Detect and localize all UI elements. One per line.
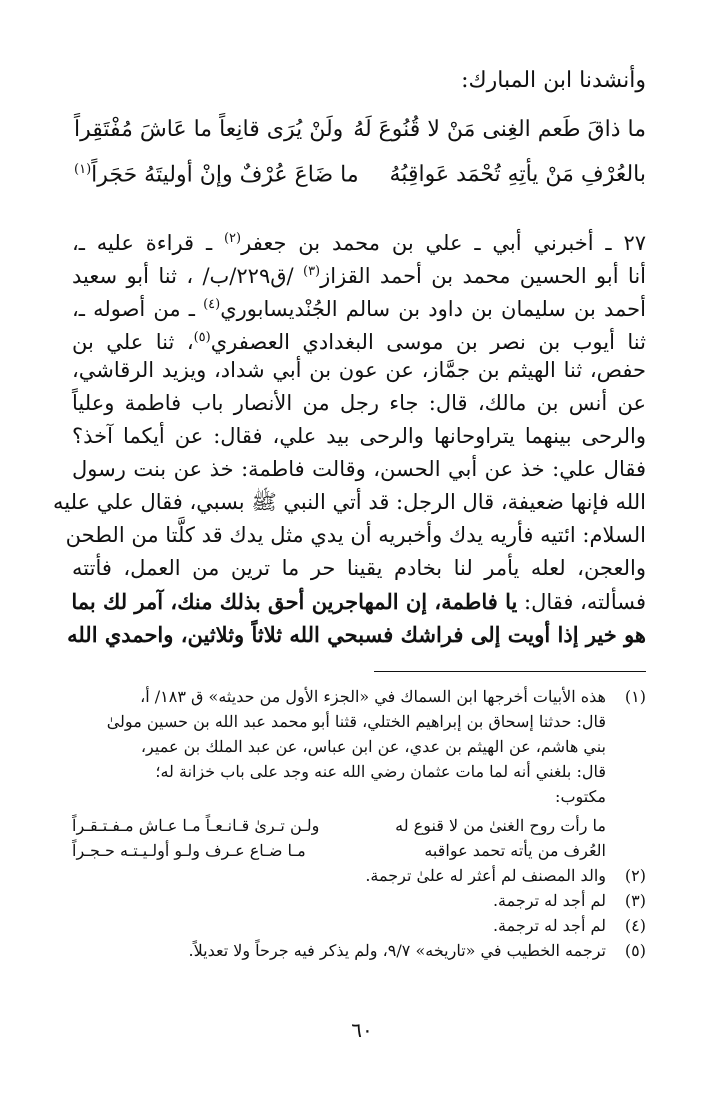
footnote-number: (٣) [624, 891, 646, 910]
footnote-number: (١) [624, 687, 646, 706]
footnote-1-line: قال: حدثنا إسحاق بن إبراهيم الختلي، قثنا أبو محمد عبد الله بن حسين مولىٰ [106, 712, 606, 731]
footnote-ref: (٢) [223, 231, 242, 246]
verse-2-first-hemistich: بالعُرْفِ مَنْ يأتِهِ تُحْمَد عَواقِبُهُ [389, 162, 646, 187]
text-segment: ثنا أيوب بن نصر بن موسى البغدادي العصفري [210, 330, 646, 354]
footnote-5-text: ترجمه الخطيب في «تاريخه» ٩/٧، ولم يذكر فيه جرحاً ولا تعديلاً. [188, 941, 606, 960]
footnote-2-text: والد المصنف لم أعثر له علىٰ ترجمة. [365, 866, 606, 885]
text-segment: أحمد بن سليمان بن داود بن سالم الجُنْديسابوري [220, 297, 646, 321]
footnote-4 [72, 913, 646, 938]
text-segment: ـ من أصوله ـ، [72, 297, 204, 321]
footnote-verse-2-second: مـا ضـاع عـرف ولـو أولـيـتـه حـجـراً [72, 841, 306, 860]
footnote-verse-1-second: ولـن تـرىٰ قـانـعـاً مـا عـاش مـفـتـقـراً [72, 816, 320, 835]
page-number: ٦٠ [351, 1018, 373, 1042]
verse-2-second-text: ما ضَاعَ عُرْفٌ وإنْ أوليتَهُ حَجَراً [91, 162, 359, 188]
text-line [72, 585, 646, 618]
text-line [53, 486, 646, 519]
text-segment: ، ثنا علي بن [72, 330, 194, 354]
text-segment: /ق٢٢٩/ب/ ، ثنا أبو سعيد [72, 264, 303, 288]
text-line [72, 288, 646, 321]
text-segment: حفص، ثنا الهيثم بن جمَّاز، عن عون بن أبي شداد، ويزيد الرقاشي، [72, 358, 646, 382]
verse-1-first-hemistich: ما ذاقَ طَعم الغِنى مَنْ لا قُنُوعَ لَهُ [353, 117, 646, 142]
text-segment: هو خير إذا أويت إلى فراشك فسبحي الله ثلاثاً وثلاثين، واحمدي الله [67, 622, 646, 647]
text-line [72, 255, 646, 288]
text-line [72, 321, 646, 354]
text-segment: السلام: ائتيه فأريه يدك وأخبريه أن يدي مثل يدك قد كلَّتا من الطحن [65, 523, 646, 547]
footnote-number: (٢) [624, 866, 646, 885]
footnote-2 [72, 863, 646, 888]
footnote-verse-1 [72, 813, 646, 838]
footnote-ref: (٤) [203, 297, 221, 312]
footnote-5 [72, 938, 646, 963]
text-line [72, 387, 646, 420]
footnote-number: (٤) [624, 916, 646, 935]
verse-1 [74, 117, 646, 155]
footnote-verse-1-first: ما رأت روح الغنىٰ من لا قنوع له [395, 816, 606, 835]
footnote-3-text: لم أجد له ترجمة. [492, 891, 606, 910]
text-segment: الله فإنها ضعيفة، قال الرجل: قد أتي النبي ﷺ بسبي، فقال علي عليه [53, 490, 646, 514]
footnote-verse-2 [72, 838, 646, 863]
footnote-1-line: هذه الأبيات أخرجها ابن السماك في «الجزء الأول من حديثه» ق ١٨٣/ أ، [140, 687, 606, 706]
verse-2 [74, 162, 646, 200]
intro-line: وأنشدنا ابن المبارك: [461, 68, 646, 93]
text-line [67, 618, 646, 651]
text-segment: والرحى بينهما يتراوحانها والرحى بيد علي، فقال: عن أيكما آخذ؟ [72, 424, 646, 448]
text-line [72, 354, 646, 387]
verse-1-second-hemistich: ولَنْ يُرَى قانِعاً ما عَاشَ مُفْتَقِراً [74, 117, 344, 142]
footnote-1-line: مكتوب: [555, 787, 606, 806]
footnote-ref: (٣) [302, 264, 321, 279]
text-segment: يا فاطمة، إن المهاجرين أحق بذلك منك، آمر لك بما [71, 589, 518, 614]
text-line [65, 519, 646, 552]
text-segment: فسألته، فقال: [517, 590, 646, 614]
text-segment: والعجن، لعله يأمر لنا بخادم يقينا حر ما ترين من العمل، فأتته [72, 556, 646, 580]
text-line [72, 453, 646, 486]
footnote-1-line: قال: بلغني أنه لما مات عثمان رضي الله عنه وجد على باب خزانة له؛ [155, 762, 606, 781]
text-segment: عن أنس بن مالك، قال: جاء رجل من الأنصار باب فاطمة وعلياً [72, 391, 646, 415]
text-line [72, 552, 646, 585]
footnote-separator [374, 671, 646, 672]
footnote-ref-1: (١) [74, 162, 92, 177]
footnote-4-text: لم أجد له ترجمة. [492, 916, 606, 935]
footnote-1 [72, 684, 646, 809]
text-line [72, 420, 646, 453]
verse-2-second-hemistich [74, 162, 359, 200]
footnote-3 [72, 888, 646, 913]
hadith-text [53, 222, 647, 651]
text-segment: فقال علي: خذ عن أبي الحسن، وقالت فاطمة: خذ عن بنت رسول [72, 457, 646, 481]
footnote-number: (٥) [624, 941, 646, 960]
footnote-ref: (٥) [193, 330, 211, 345]
text-line [72, 222, 646, 255]
text-segment: ٢٧ ـ أخبرني أبي ـ علي بن محمد بن جعفر [241, 231, 646, 255]
footnote-verse-2-first: العُرف من يأته تحمد عواقبه [424, 841, 606, 860]
footnote-1-line: بني هاشم، عن الهيثم بن عدي، عن ابن عباس، عن عبد الملك بن عمير، [140, 737, 606, 756]
text-segment: ـ قراءة عليه ـ، [72, 231, 224, 255]
footnotes [72, 684, 646, 963]
text-segment: أنا أبو الحسين محمد بن أحمد القزاز [320, 264, 647, 288]
